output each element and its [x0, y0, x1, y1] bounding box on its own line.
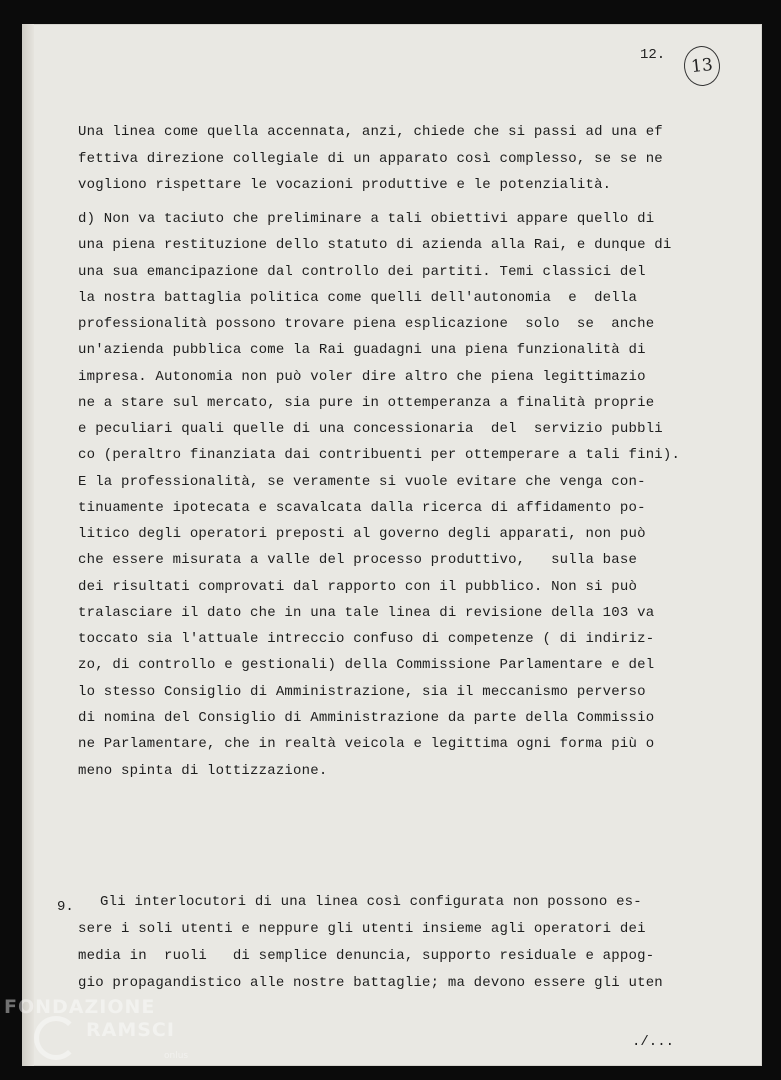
text-line: di nomina del Consiglio di Amministrazione da parte della Commissio	[78, 710, 655, 726]
text-line: meno spinta di lottizzazione.	[78, 763, 328, 779]
text-line: toccato sia l'attuale intreccio confuso di competenze ( di indiriz-	[78, 631, 655, 647]
text-line: un'azienda pubblica come la Rai guadagni una piena funzionalità di	[78, 342, 646, 358]
text-line: una sua emancipazione dal controllo dei partiti. Temi classici del	[78, 264, 646, 280]
text-line: sere i soli utenti e neppure gli utenti insieme agli operatori dei	[78, 921, 646, 937]
text-line: che essere misurata a valle del processo produttivo, sulla base	[78, 552, 638, 568]
text-line: lo stesso Consiglio di Amministrazione, sia il meccanismo perverso	[78, 684, 646, 700]
text-line: fettiva direzione collegiale di un apparato così complesso, se se ne	[78, 151, 663, 167]
text-line: la nostra battaglia politica come quelli dell'autonomia e della	[78, 290, 638, 306]
text-line: Una linea come quella accennata, anzi, chiede che si passi ad una ef	[78, 124, 663, 140]
text-line: co (peraltro finanziata dai contribuenti per ottemperare a tali fini).	[78, 447, 681, 463]
watermark-line1: FONDAZIONE	[4, 996, 156, 1018]
fondazione-gramsci-watermark	[4, 996, 204, 1076]
text-line: zo, di controllo e gestionali) della Commissione Parlamentare e del	[78, 657, 655, 673]
text-line: d) Non va taciuto che preliminare a tali obiettivi appare quello di	[78, 211, 655, 227]
text-line: una piena restituzione dello statuto di azienda alla Rai, e dunque di	[78, 237, 672, 253]
text-line: impresa. Autonomia non può voler dire altro che piena legittimazio	[78, 369, 646, 385]
text-line: e peculiari quali quelle di una concessionaria del servizio pubbli	[78, 421, 663, 437]
text-line: vogliono rispettare le vocazioni produttive e le potenzialità.	[78, 177, 612, 193]
page-edge-shadow	[22, 24, 34, 1066]
page-stamp: 13	[682, 44, 722, 88]
text-line: professionalità possono trovare piena esplicazione solo se anche	[78, 316, 655, 332]
watermark-line2: RAMSCI	[86, 1019, 175, 1041]
text-line: dei risultati comprovati dal rapporto con il pubblico. Non si può	[78, 579, 638, 595]
text-line: ne Parlamentare, che in realtà veicola e legittima ogni forma più o	[78, 736, 655, 752]
text-line: gio propagandistico alle nostre battaglie; ma devono essere gli uten	[78, 975, 663, 991]
text-line: E la professionalità, se veramente si vuole evitare che venga con-	[78, 474, 646, 490]
watermark-g-logo-icon	[34, 1016, 78, 1060]
section-number: 9.	[57, 899, 74, 915]
page-number: 12.	[640, 47, 666, 63]
text-line: Gli interlocutori di una linea così configurata non possono es-	[100, 894, 642, 910]
text-line: tralasciare il dato che in una tale linea di revisione della 103 va	[78, 605, 655, 621]
watermark-line3: onlus	[164, 1051, 189, 1061]
continuation-mark: ./...	[632, 1034, 675, 1050]
text-line: ne a stare sul mercato, sia pure in ottemperanza a finalità proprie	[78, 395, 655, 411]
text-line: tinuamente ipotecata e scavalcata dalla ricerca di affidamento po-	[78, 500, 646, 516]
text-line: litico degli operatori preposti al governo degli apparati, non può	[78, 526, 646, 542]
text-line: media in ruoli di semplice denuncia, supporto residuale e appog-	[78, 948, 655, 964]
